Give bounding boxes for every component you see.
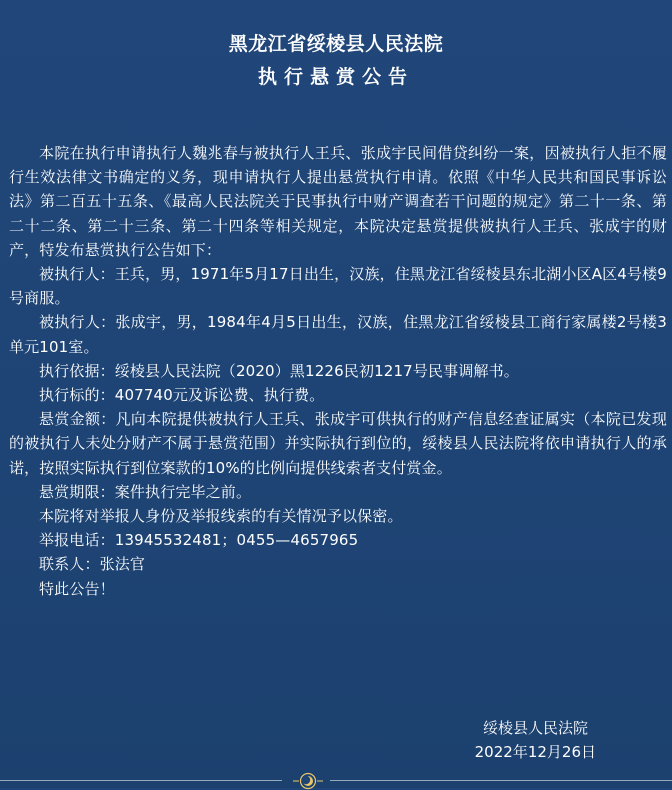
- moon-ornament-icon: [291, 772, 325, 790]
- execution-basis-paragraph: 执行依据：绥棱县人民法院（2020）黑1226民初1217号民事调解书。: [39, 361, 519, 380]
- notice-title: 执行悬赏公告: [257, 66, 414, 88]
- defendant-zhang-paragraph: 被执行人：张成宇，男，1984年4月5日出生，汉族，住黑龙江省绥棱县工商行家属楼2号楼3单元101室。: [9, 313, 667, 356]
- reward-amount-paragraph: 悬赏金额：凡向本院提供被执行人王兵、张成宇可供执行的财产信息经查证属实（本院已发现的被执行人未处分财产不属于悬赏范围）并实际执行到位的，绥棱县人民法院将依申请执行人的承诺，按照实际执行到位案款的10%的比例向提供线索者支付赏金。: [9, 410, 667, 477]
- footer-divider-right: [330, 780, 672, 781]
- report-phone-paragraph: 举报电话：13945532481；0455—4657965: [39, 531, 359, 550]
- contact-person-paragraph: 联系人：张法官: [39, 555, 146, 574]
- defendant-wang-paragraph: 被执行人：王兵，男，1971年5月17日出生，汉族，住黑龙江省绥棱县东北湖小区A区4号楼9号商服。: [9, 265, 667, 308]
- signature-date: 2022年12月26日: [474, 743, 596, 761]
- footer-divider-left: [0, 780, 282, 781]
- confidentiality-paragraph: 本院将对举报人身份及举报线索的有关情况予以保密。: [39, 507, 403, 526]
- notice-body: [9, 141, 667, 601]
- intro-paragraph: 本院在执行申请执行人魏兆春与被执行人王兵、张成宇民间借贷纠纷一案，因被执行人拒不履行生效法律文书确定的义务，现申请执行人提出悬赏执行申请。依照《中华人民共和国民事诉讼法》第二百五十五条、《最高人民法院关于民事执行中财产调查若干问题的规定》第二十一条、第二十二条、第二十三条、第二十四条等相关规定，本院决定悬赏提供被执行人王兵、张成宇的财产，特发布悬赏执行公告如下：: [9, 144, 667, 259]
- closing-paragraph: 特此公告！: [39, 579, 115, 598]
- court-name-heading: 黑龙江省绥棱县人民法院: [228, 33, 444, 55]
- execution-amount-paragraph: 执行标的：407740元及诉讼费、执行费。: [39, 386, 325, 405]
- reward-period-paragraph: 悬赏期限：案件执行完毕之前。: [39, 482, 252, 501]
- signature-organization: 绥棱县人民法院: [482, 719, 588, 737]
